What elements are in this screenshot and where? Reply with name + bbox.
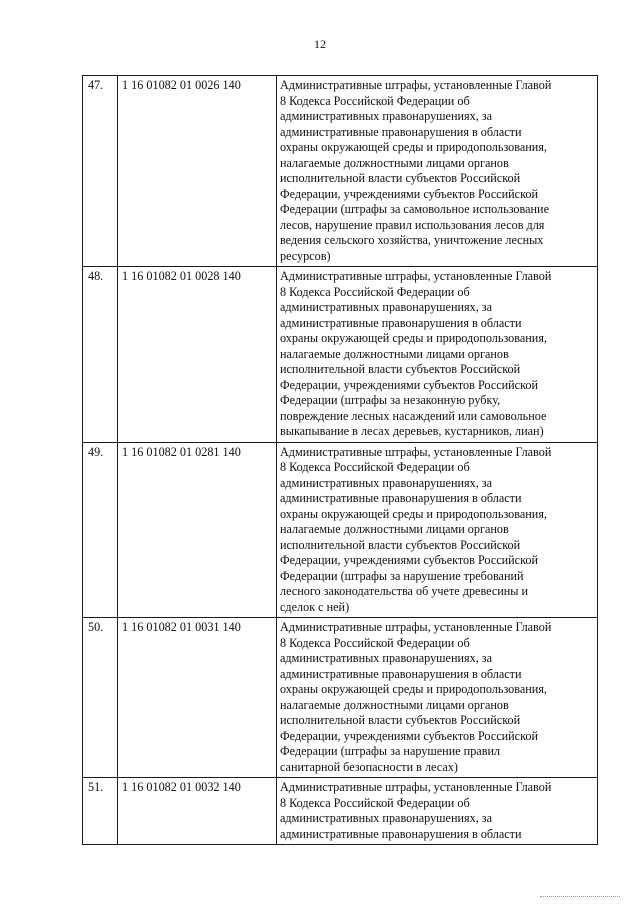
description-line: Федерации, учреждениями субъектов Российской [280, 728, 539, 743]
description [277, 76, 598, 267]
description-line: Федерации (штрафы за незаконную рубку, [280, 393, 501, 407]
description-line: Федерации, учреждениями субъектов Российской [280, 377, 539, 392]
description-line: охраны окружающей среды и природопользования, [280, 682, 547, 696]
description-line: 8 Кодекса Российской Федерации об [280, 93, 470, 108]
description-line: Федерации (штрафы за нарушение правил [280, 744, 501, 758]
row-number: 47. [83, 76, 118, 267]
description-line: административных правонарушениях, за [280, 109, 493, 123]
description-line: исполнительной власти субъектов Российской [280, 537, 521, 552]
row-number: 48. [83, 267, 118, 443]
description-line: 8 Кодекса Российской Федерации об [280, 795, 470, 810]
description-line: охраны окружающей среды и природопользования, [280, 331, 547, 345]
description-line: налагаемые должностными лицами органов [280, 155, 509, 170]
description-line: Административные штрафы, установленные Главой [280, 620, 552, 634]
row-number: 51. [83, 778, 118, 845]
fines-table [82, 75, 598, 845]
table-row [83, 267, 598, 443]
description-line: административные правонарушения в области [280, 124, 522, 139]
description-line: Федерации (штрафы за нарушение требований [280, 568, 524, 583]
description [277, 267, 598, 443]
description-line: административные правонарушения в области [280, 491, 522, 505]
description-line: ведения сельского хозяйства, уничтожение лесных [280, 233, 544, 247]
description-line: исполнительной власти субъектов Российской [280, 713, 521, 727]
description-line: сделок с ней) [280, 599, 350, 614]
description [277, 618, 598, 778]
description-line: административные правонарушения в области [280, 666, 522, 681]
description-line: административные правонарушения в области [280, 826, 522, 841]
description-line: исполнительной власти субъектов Российской [280, 171, 521, 185]
table-row [83, 778, 598, 845]
description-line: административные правонарушения в области [280, 315, 522, 330]
table-body [83, 76, 598, 845]
description-line: 8 Кодекса Российской Федерации об [280, 284, 470, 299]
budget-code: 1 16 01082 01 0281 140 [118, 442, 277, 618]
description-line: выкапывание в лесах деревьев, кустарников, лиан) [280, 424, 544, 438]
row-number: 50. [83, 618, 118, 778]
description-line: административных правонарушениях, за [280, 811, 493, 825]
description [277, 778, 598, 845]
description-line: повреждение лесных насаждений или самовольное [280, 408, 547, 423]
description-line: налагаемые должностными лицами органов [280, 346, 509, 361]
description-line: налагаемые должностными лицами органов [280, 522, 509, 536]
description-line: лесного законодательства об учете древесины и [280, 584, 529, 598]
description-line: исполнительной власти субъектов Российской [280, 362, 521, 376]
scan-artifact [540, 893, 620, 897]
description-line: лесов, нарушение правил использования лесов для [280, 217, 545, 232]
budget-code: 1 16 01082 01 0028 140 [118, 267, 277, 443]
description-line: ресурсов) [280, 248, 331, 263]
description-line: Федерации, учреждениями субъектов Российской [280, 186, 539, 201]
budget-code: 1 16 01082 01 0026 140 [118, 76, 277, 267]
description-line: 8 Кодекса Российской Федерации об [280, 635, 470, 650]
budget-code: 1 16 01082 01 0031 140 [118, 618, 277, 778]
description-line: охраны окружающей среды и природопользования, [280, 140, 547, 154]
table-row [83, 442, 598, 618]
description [277, 442, 598, 618]
row-number: 49. [83, 442, 118, 618]
description-line: Федерации (штрафы за самовольное использование [280, 202, 549, 216]
budget-code: 1 16 01082 01 0032 140 [118, 778, 277, 845]
description-line: административных правонарушениях, за [280, 651, 493, 665]
description-line: Административные штрафы, установленные Главой [280, 444, 552, 459]
description-line: 8 Кодекса Российской Федерации об [280, 460, 470, 474]
description-line: Федерации, учреждениями субъектов Российской [280, 553, 539, 567]
description-line: Административные штрафы, установленные Главой [280, 269, 552, 283]
table-row [83, 618, 598, 778]
description-line: Административные штрафы, установленные Главой [280, 78, 552, 92]
description-line: Административные штрафы, установленные Главой [280, 780, 552, 794]
description-line: налагаемые должностными лицами органов [280, 697, 509, 712]
description-line: административных правонарушениях, за [280, 300, 493, 314]
description-line: санитарной безопасности в лесах) [280, 759, 458, 774]
description-line: административных правонарушениях, за [280, 475, 493, 490]
table-row [83, 76, 598, 267]
description-line: охраны окружающей среды и природопользования, [280, 506, 547, 521]
page-number: 12 [314, 37, 326, 51]
